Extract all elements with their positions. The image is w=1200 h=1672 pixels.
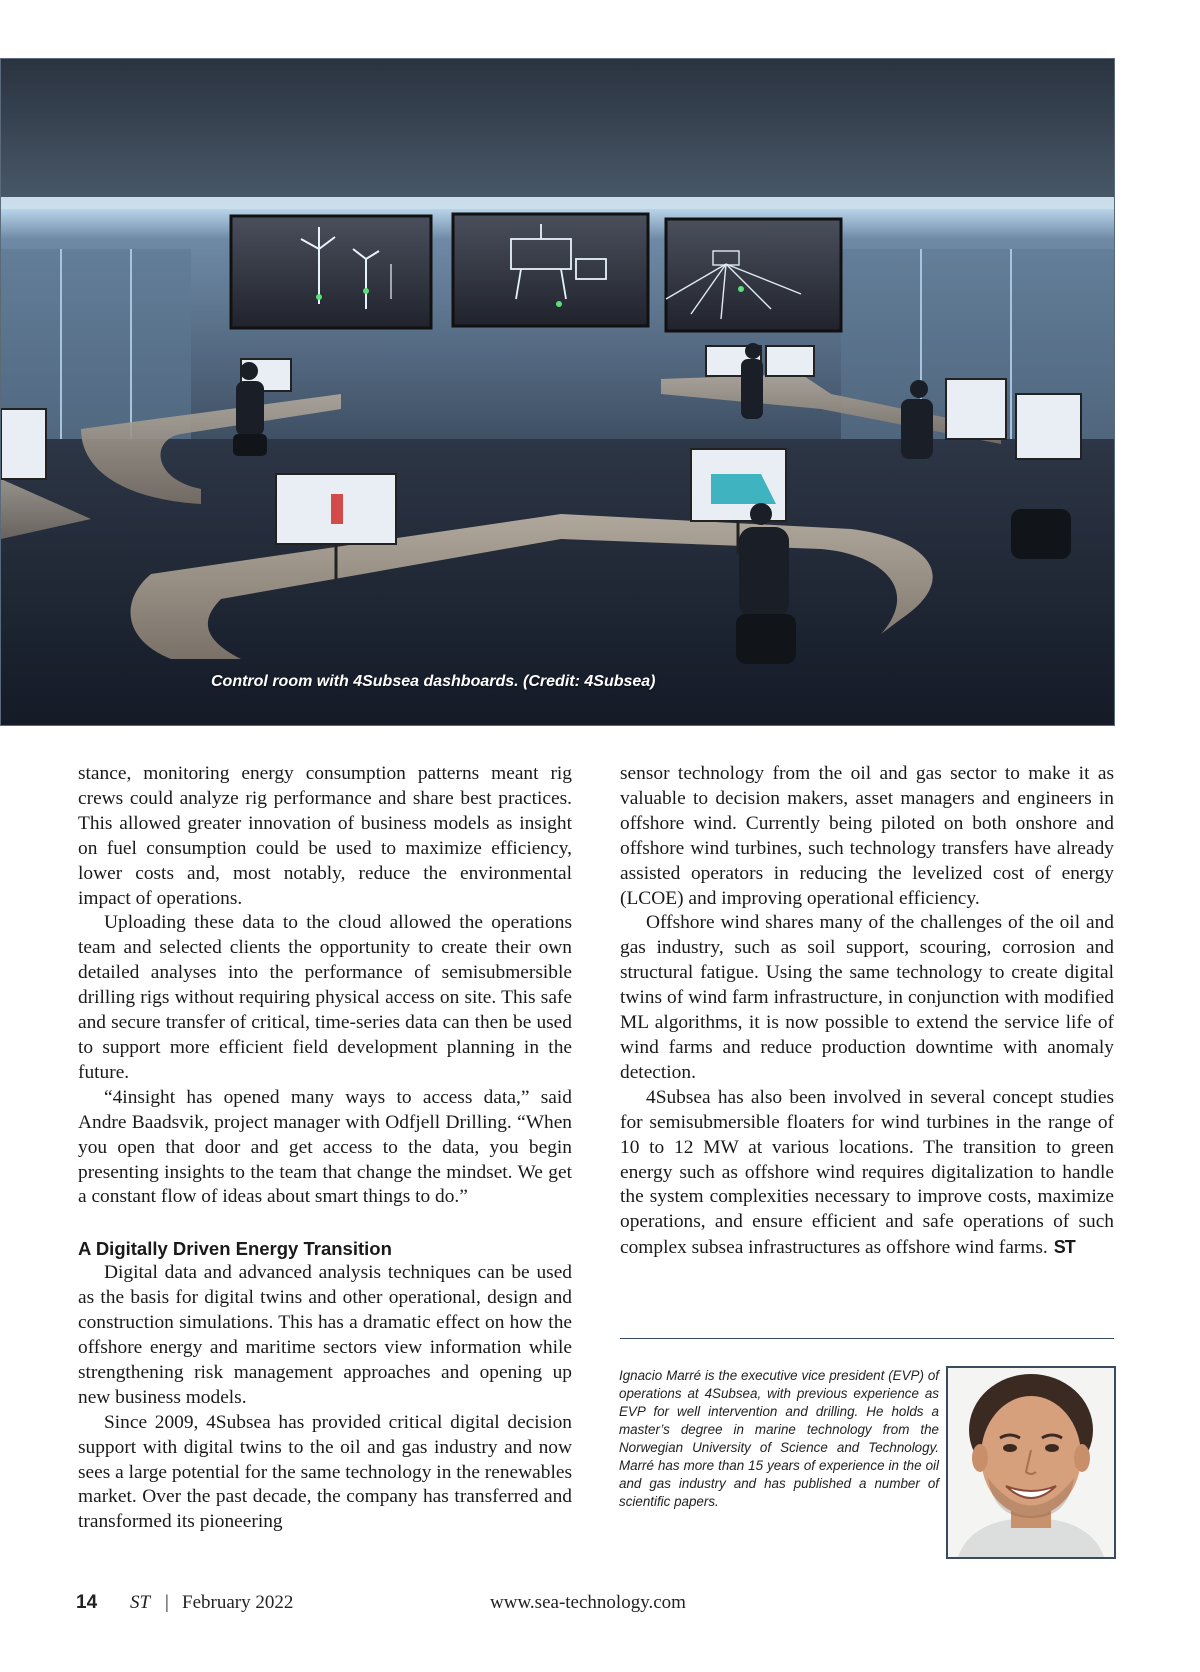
end-mark: ST — [1053, 1237, 1075, 1258]
photo-caption: Control room with 4Subsea dashboards. (Credit: 4Subsea) — [211, 673, 656, 690]
paragraph — [620, 1086, 1114, 1261]
author-portrait — [946, 1366, 1116, 1559]
paragraph: Digital data and advanced analysis techniques can be used as the basis for digital twins and other operational, design and construction simulations. This has a dramatic effect on how the offshore energy and maritime sectors view information while strengthening risk management approaches and opening up new business models. — [78, 1262, 572, 1408]
control-room-illustration — [1, 59, 1115, 726]
bio-divider — [620, 1338, 1114, 1339]
website-url: www.sea-technology.com — [490, 1592, 686, 1613]
paragraph: Offshore wind shares many of the challenges of the oil and gas industry, such as soil support, scouring, corrosion and structural fatigue. Using the same technology to create digital twins of wind farm infrastructure, in conjunction with modified ML algorithms, it is now possible to extend the service life of wind farms and reduce production downtime with anomaly detection. — [620, 912, 1114, 1083]
portrait-illustration — [948, 1368, 1114, 1557]
paragraph-text: 4Subsea has also been involved in several concept studies for semisubmersible floaters for wind turbines in the range of 10 to 12 MW at various locations. The transition to green energy such as offshore wind requires digitalization to handle the system complexities necessary to improve costs, maximize operations, and ensure efficient and safe operations of such complex subsea infrastructures as offshore wind farms. — [620, 1086, 1114, 1259]
paragraph: stance, monitoring energy consumption patterns meant rig crews could analyze rig performance and share best practices. This allowed greater innovation of business models as insight on fuel consumption could be used to maximize efficiency, lower costs and, most notably, reduce the environmental impact of operations. — [78, 763, 572, 909]
footer-separator: | — [165, 1592, 169, 1613]
section-heading: A Digitally Driven Energy Transition — [78, 1238, 392, 1260]
paragraph: Uploading these data to the cloud allowed the operations team and selected clients the opportunity to create their own detailed analyses into the performance of semisubmersible drilling rigs without requiring physical access on site. This safe and secure transfer of critical, time-series data can then be used to support more efficient field development planning in the future. — [78, 912, 572, 1083]
paragraph: “4insight has opened many ways to access data,” said Andre Baadsvik, project manager with Odfjell Drilling. “When you open that door and get access to the data, you begin presenting insights to the team that change the mindset. We get a constant flow of ideas about smart things to do.” — [78, 1086, 572, 1208]
issue-date: February 2022 — [182, 1592, 294, 1613]
left-column — [78, 762, 572, 1535]
author-bio: Ignacio Marré is the executive vice president (EVP) of operations at 4Subsea, with previous experience as EVP for well intervention and drilling. He holds a master’s degree in marine technology from the Norwegian University of Science and Technology. Marré has more than 15 years of experience in the oil and gas industry and has published a number of scientific papers. — [619, 1368, 939, 1509]
page-number: 14 — [76, 1592, 98, 1613]
magazine-name: ST — [130, 1592, 151, 1613]
paragraph: sensor technology from the oil and gas sector to make it as valuable to decision makers, asset managers and engineers in offshore wind. Currently being piloted on both onshore and offshore wind turbines, such technology transfers have already assisted operators in reducing the levelized cost of energy (LCOE) and improving operational efficiency. — [620, 763, 1114, 909]
paragraph: Since 2009, 4Subsea has provided critical digital decision support with digital twins to the oil and gas industry and now sees a large potential for the same technology in the renewables market. Over the past decade, the company has transferred and transformed its pioneering — [78, 1411, 572, 1533]
right-column — [620, 762, 1114, 1261]
control-room-photo — [0, 58, 1115, 726]
